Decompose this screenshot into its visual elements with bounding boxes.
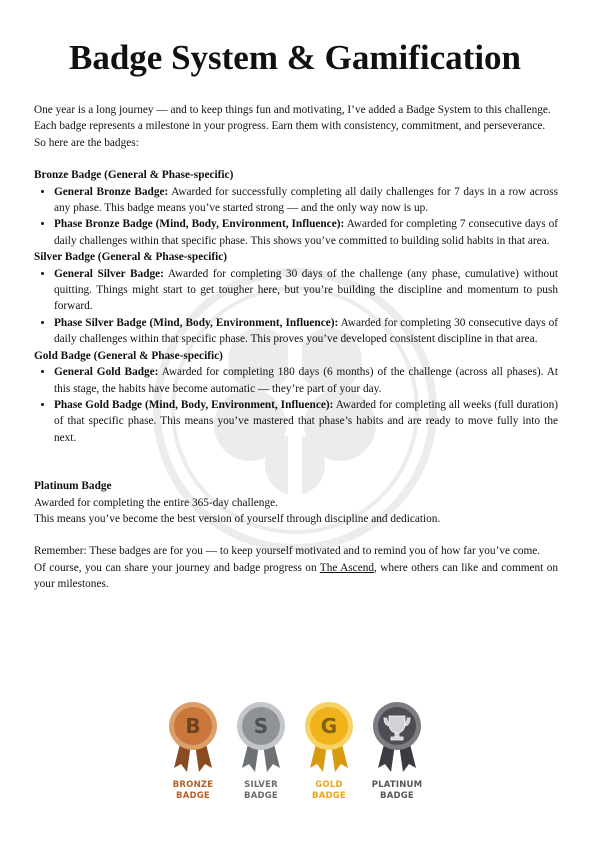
share-text-after: , where others can like and comment on your milestones. [34,561,559,591]
list-item-term: General Gold Badge: [54,366,159,379]
remember-paragraph: Remember: These badges are for you — to keep yourself motivated and to remind you of how far you’ve come. [34,545,541,558]
badge-label-line1: PLATINUM [371,780,423,790]
badge-label-line2: BADGE [312,791,346,801]
share-paragraph [34,560,558,593]
silver-medal-icon [235,700,287,772]
badge-item [299,700,359,802]
badge-label [163,780,223,802]
badge-letter: S [253,714,269,738]
badge-label-line2: BADGE [176,791,210,801]
badge-label-line2: BADGE [244,791,278,801]
platinum-line: This means you’ve become the best version of yourself through discipline and dedication. [34,512,441,525]
intro-paragraph: Each badge represents a milestone in your progress. Earn them with consistency, commitment, and perseverance. [34,120,546,133]
badge-item [231,700,291,802]
gold-list [34,364,558,446]
badge-label-line1: SILVER [244,780,278,790]
list-item-text: Awarded for completing 180 days (6 months) of the challenge (across all phases). At this stage, the habits have become automatic — they’re part of your day. [54,366,559,395]
gold-heading: Gold Badge (General & Phase-specific) [34,349,223,362]
list-item-text: Awarded for completing 7 consecutive days of daily challenges within that specific phase. This shows you’ve committed to building solid habits in that area. [54,218,558,247]
badge-row [163,700,427,810]
bronze-list [34,184,558,250]
document-body [34,102,558,593]
trophy-medal-icon [371,700,423,772]
list-item-term: General Silver Badge: [54,267,164,280]
list-item-text: Awarded for successfully completing all daily challenges for 7 days in a row across any phase. This badge means you’ve started strong — and the only way now is up. [54,185,558,215]
badge-label-line2: BADGE [380,791,414,801]
intro-paragraph: So here are the badges: [34,136,139,149]
badge-label-line1: BRONZE [172,780,214,790]
badge-letter: B [185,714,201,738]
badge-letter: G [320,714,338,738]
silver-heading: Silver Badge (General & Phase-specific) [34,251,228,264]
list-item-text: Awarded for completing 30 consecutive days of daily challenges within that specific phase. This proves you’ve developed consistent discipline in that area. [54,316,559,346]
bronze-medal-icon [167,700,219,772]
list-item [54,184,558,217]
list-item-text: Awarded for completing 30 days of the challenge (any phase, cumulative) without quitting. Things might start to get tougher here, but you’re building the discipline and momentum to push forward. [54,267,558,313]
badge-item [163,700,223,802]
badge-label [367,780,427,802]
silver-list [34,266,558,348]
badge-label [231,780,291,802]
platinum-line: Awarded for completing the entire 365-day challenge. [34,496,278,509]
list-item [54,397,558,446]
list-item-term: Phase Gold Badge (Mind, Body, Environment, Influence): [54,398,334,411]
list-item-term: Phase Bronze Badge (Mind, Body, Environment, Influence): [54,218,345,231]
bronze-heading: Bronze Badge (General & Phase-specific) [34,169,234,182]
badge-label-line1: GOLD [315,780,343,790]
platinum-heading: Platinum Badge [34,480,112,493]
list-item [54,315,558,348]
page-title: Badge System & Gamification [68,38,522,77]
badge-item [367,700,427,802]
intro-paragraph: One year is a long journey — and to keep things fun and motivating, I’ve added a Badge System to this challenge. [34,104,551,116]
badge-label [299,780,359,802]
list-item [54,266,558,315]
list-item-text: Awarded for completing all weeks (full duration) of that specific phase. This means you’ve mastered that phase’s habits and are ready to move fully into the next. [54,398,558,444]
list-item [54,364,558,397]
list-item [54,216,558,249]
share-text-before: Of course, you can share your journey and badge progress on [34,561,320,574]
list-item-term: Phase Silver Badge (Mind, Body, Environment, Influence): [54,316,339,329]
list-item-term: General Bronze Badge: [54,185,169,198]
gold-medal-icon [303,700,355,772]
the-ascend-link[interactable]: The Ascend [319,561,375,574]
